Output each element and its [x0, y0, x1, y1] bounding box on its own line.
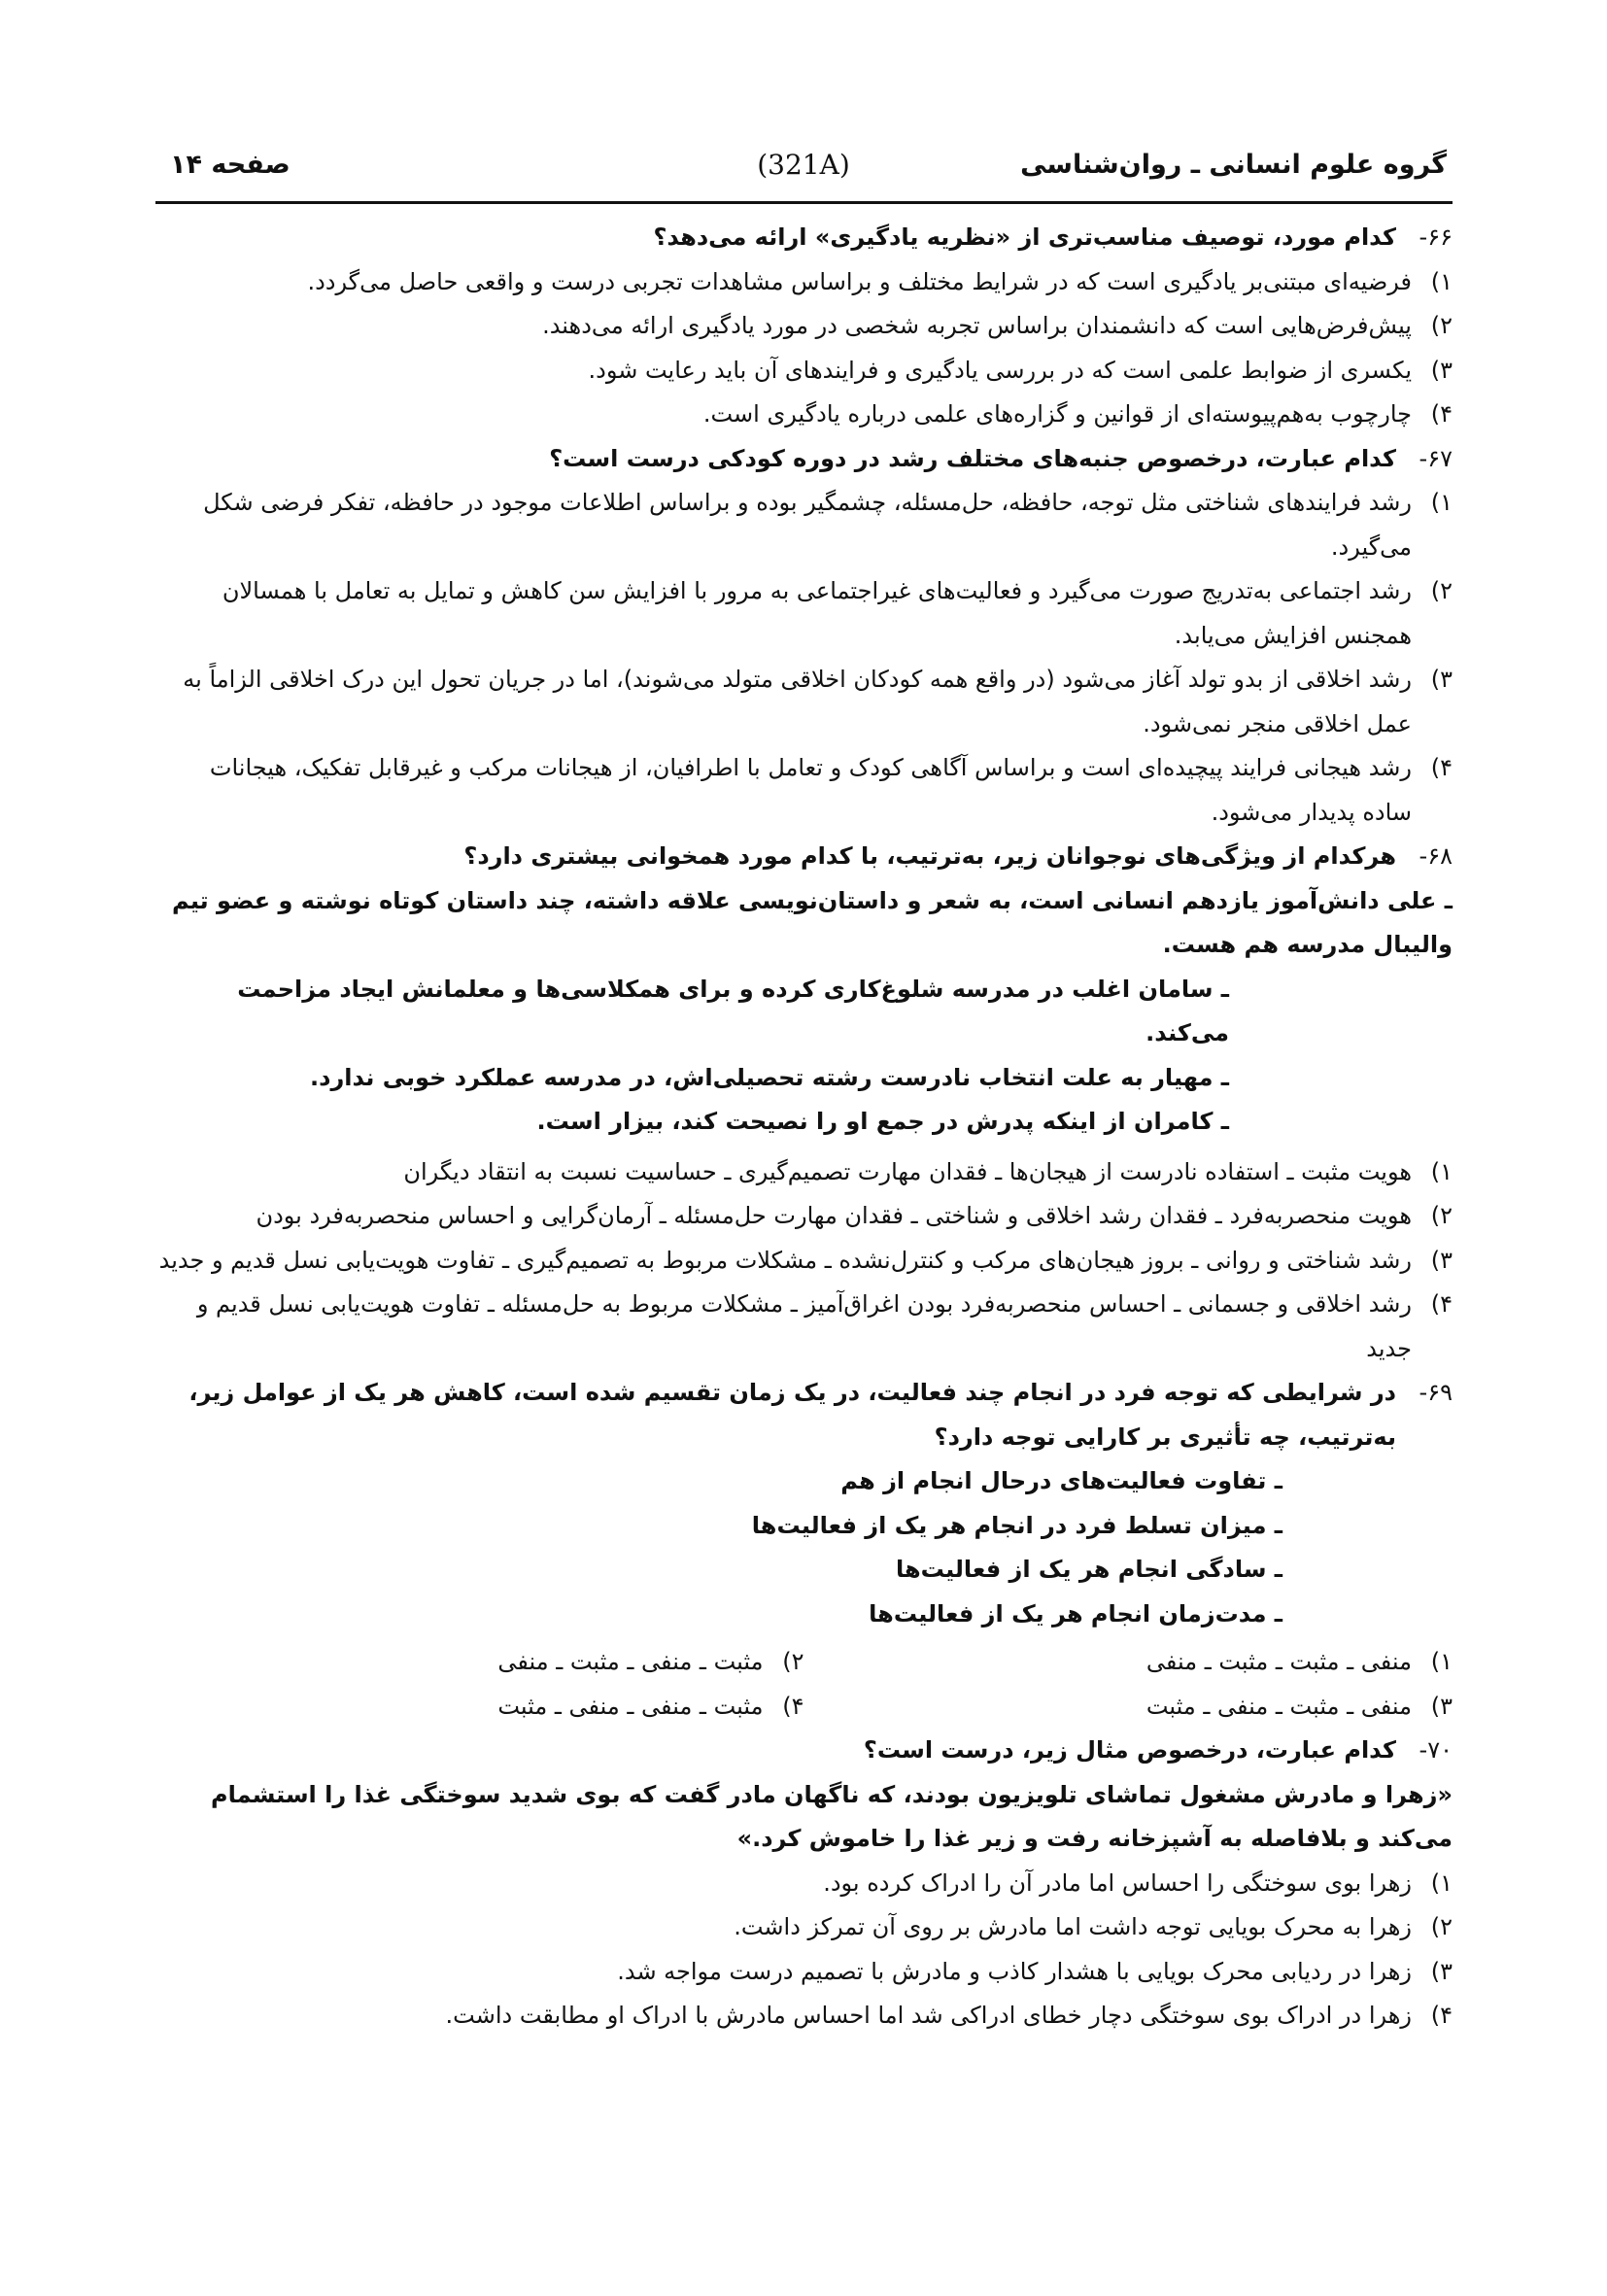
question-number: ۶۹-: [1419, 1379, 1453, 1406]
option-text: یکسری از ضوابط علمی است که در بررسی یادگیری و فرایندهای آن باید رعایت شود.: [588, 356, 1412, 384]
answer-option[interactable]: [155, 1905, 1453, 1950]
scenario-item: ـ کامران از اینکه پدرش در جمع او را نصیحت کند، بیزار است.: [536, 1108, 1229, 1135]
answer-option[interactable]: [155, 349, 1453, 394]
header-code: (321A): [757, 149, 850, 181]
factor-list: [155, 1459, 1453, 1636]
option-number: ۲): [782, 1648, 804, 1675]
option-number: ۳): [1430, 1957, 1453, 1985]
factor-item: ـ مدت‌زمان انجام هر یک از فعالیت‌ها: [869, 1599, 1282, 1628]
option-text: هویت مثبت ـ استفاده نادرست از هیجان‌ها ـ فقدان مهارت تصمیم‌گیری ـ حساسیت نسبت به انتقاد دیگران: [403, 1157, 1412, 1185]
answer-option[interactable]: [155, 1194, 1453, 1239]
question-67: [155, 437, 1453, 836]
option-number: ۴): [1430, 1290, 1453, 1318]
question-text: کدام مورد، توصیف مناسب‌تری از «نظریه یادگیری» ارائه می‌دهد؟: [653, 223, 1396, 251]
answer-option[interactable]: [804, 1685, 1453, 1730]
answer-option[interactable]: [155, 1685, 804, 1730]
header-divider: [155, 201, 1453, 204]
question-number: ۶۶-: [1419, 223, 1453, 251]
option-number: ۴): [782, 1692, 804, 1720]
example-quote: «زهرا و مادرش مشغول تماشای تلویزیون بودند، که ناگهان مادر گفت که بوی شدید سوختگی غذا را استشمام می‌کند و بلافاصله به آشپزخانه رفت و زیر غذا را خاموش کرد.»: [211, 1780, 1453, 1852]
option-text: مثبت ـ منفی ـ مثبت ـ منفی: [497, 1648, 764, 1675]
option-text: زهرا بوی سوختگی را احساس اما مادر آن را ادراک کرده بود.: [823, 1868, 1412, 1897]
question-number: ۶۷-: [1419, 444, 1453, 472]
option-number: ۴): [1430, 754, 1453, 781]
option-number: ۲): [1430, 1913, 1453, 1940]
option-text: رشد هیجانی فرایند پیچیده‌ای است و براساس آگاهی کودک و تعامل با اطرافیان، از هیجانات مرکب و غیرقابل تفکیک، هیجانات ساده پدیدار می‌شود.: [209, 754, 1412, 826]
answer-option[interactable]: [155, 1239, 1453, 1284]
scenario-item: ـ سامان اغلب در مدرسه شلوغ‌کاری کرده و برای همکلاسی‌ها و معلمانش ایجاد مزاحمت می‌کند.: [237, 975, 1229, 1046]
option-number: ۳): [1430, 666, 1453, 693]
option-number: ۴): [1430, 2002, 1453, 2029]
answer-option[interactable]: [155, 1283, 1453, 1371]
option-text: مثبت ـ منفی ـ منفی ـ مثبت: [497, 1692, 764, 1720]
question-69: [155, 1371, 1453, 1729]
header-page-number: صفحه ۱۴: [170, 150, 291, 180]
answer-option[interactable]: [155, 1640, 804, 1685]
option-text: رشد فرایندهای شناختی مثل توجه، حافظه، حل‌مسئله، چشمگیر بوده و براساس اطلاعات موجود در حافظه، تفکر فرضی شکل می‌گیرد.: [203, 489, 1412, 561]
option-number: ۲): [1430, 577, 1453, 604]
option-text: رشد اجتماعی به‌تدریج صورت می‌گیرد و فعالیت‌های غیراجتماعی به مرور با افزایش سن کاهش و تمایل به تعامل با همسالان همجنس افزایش می‌یابد.: [222, 577, 1412, 649]
option-number: ۱): [1430, 267, 1453, 295]
answer-option[interactable]: [155, 304, 1453, 349]
answer-option[interactable]: [155, 1150, 1453, 1195]
question-text: هرکدام از ویژگی‌های نوجوانان زیر، به‌ترتیب، با کدام مورد همخوانی بیشتری دارد؟: [463, 842, 1396, 870]
option-text: منفی ـ مثبت ـ مثبت ـ منفی: [1145, 1648, 1412, 1675]
option-text: رشد اخلاقی از بدو تولد آغاز می‌شود (در واقع همه کودکان اخلاقی متولد می‌شوند)، اما در جریان تحول این درک اخلاقی الزاماً به عمل اخلاقی منجر نمی‌شود.: [183, 666, 1412, 737]
answer-option[interactable]: [155, 393, 1453, 437]
option-number: ۳): [1430, 356, 1453, 384]
option-text: رشد اخلاقی و جسمانی ـ احساس منحصربه‌فرد بودن اغراق‌آمیز ـ مشکلات مربوط به حل‌مسئله ـ تفاوت هویت‌یابی نسل قدیم و جدید: [196, 1290, 1412, 1362]
option-number: ۲): [1430, 1202, 1453, 1229]
answer-option[interactable]: [155, 1994, 1453, 2039]
answer-option[interactable]: [155, 1950, 1453, 1995]
option-number: ۳): [1430, 1246, 1453, 1274]
answer-option[interactable]: [155, 658, 1453, 746]
questions-body: [155, 216, 1453, 2039]
option-number: ۲): [1430, 312, 1453, 339]
answer-option[interactable]: [804, 1640, 1453, 1685]
answer-option[interactable]: [155, 1862, 1453, 1906]
option-text: زهرا در ادراک بوی سوختگی دچار خطای ادراکی شد اما احساس مادرش با ادراک او مطابقت داشت.: [445, 2002, 1412, 2029]
question-number: ۷۰-: [1419, 1736, 1453, 1764]
option-number: ۱): [1430, 1157, 1453, 1185]
option-text: هویت منحصربه‌فرد ـ فقدان رشد اخلاقی و شناختی ـ فقدان مهارت حل‌مسئله ـ آرمان‌گرایی و احساس منحصربه‌فرد بودن: [256, 1202, 1412, 1229]
option-text: زهرا به محرک بویایی توجه داشت اما مادرش بر روی آن تمرکز داشت.: [734, 1913, 1412, 1940]
option-text: زهرا در ردیابی محرک بویایی با هشدار کاذب و مادرش با تصمیم درست مواجه شد.: [617, 1957, 1412, 1985]
option-number: ۱): [1430, 1648, 1453, 1675]
question-66: [155, 216, 1453, 437]
option-number: ۴): [1430, 400, 1453, 428]
answer-option[interactable]: [155, 746, 1453, 835]
option-text: پیش‌فرض‌هایی است که دانشمندان براساس تجربه شخصی در مورد یادگیری ارائه می‌دهند.: [542, 312, 1412, 339]
question-70: [155, 1729, 1453, 2039]
header-title: گروه علوم انسانی ـ روان‌شناسی: [1020, 150, 1447, 180]
question-number: ۶۸-: [1419, 842, 1453, 870]
option-text: منفی ـ مثبت ـ منفی ـ مثبت: [1145, 1692, 1412, 1720]
option-number: ۱): [1430, 489, 1453, 516]
question-text: کدام عبارت، درخصوص جنبه‌های مختلف رشد در دوره کودکی درست است؟: [549, 444, 1396, 472]
option-number: ۳): [1430, 1692, 1453, 1720]
option-text: رشد شناختی و روانی ـ بروز هیجان‌های مرکب و کنترل‌نشده ـ مشکلات مربوط به تصمیم‌گیری ـ تفاوت هویت‌یابی نسل قدیم و جدید: [158, 1246, 1412, 1274]
factor-item: ـ تفاوت فعالیت‌های درحال انجام از هم: [840, 1467, 1282, 1494]
scenario-list: [155, 879, 1453, 1145]
question-68: [155, 835, 1453, 1371]
answer-option[interactable]: [155, 260, 1453, 305]
option-text: فرضیه‌ای مبتنی‌بر یادگیری است که در شرایط مختلف و براساس مشاهدات تجربی درست و واقعی حاصل می‌گردد.: [307, 267, 1412, 295]
factor-item: ـ سادگی انجام هر یک از فعالیت‌ها: [896, 1556, 1282, 1583]
question-text: کدام عبارت، درخصوص مثال زیر، درست است؟: [863, 1736, 1396, 1764]
question-text: در شرایطی که توجه فرد در انجام چند فعالیت، در یک زمان تقسیم شده است، کاهش هر یک از عوامل زیر، به‌ترتیب، چه تأثیری بر کارایی توجه دارد؟: [188, 1379, 1396, 1451]
answer-option[interactable]: [155, 481, 1453, 569]
scenario-item: ـ علی دانش‌آموز یازدهم انسانی است، به شعر و داستان‌نویسی علاقه داشته، چند داستان کوتاه نوشته و عضو تیم والیبال مدرسه هم هست.: [172, 886, 1453, 958]
option-number: ۱): [1430, 1868, 1453, 1897]
option-text: چارچوب به‌هم‌پیوسته‌ای از قوانین و گزاره‌های علمی درباره یادگیری است.: [702, 400, 1412, 428]
factor-item: ـ میزان تسلط فرد در انجام هر یک از فعالیت‌ها: [751, 1511, 1282, 1539]
scenario-item: ـ مهیار به علت انتخاب نادرست رشته تحصیلی‌اش، در مدرسه عملکرد خوبی ندارد.: [310, 1063, 1229, 1091]
answer-option[interactable]: [155, 569, 1453, 658]
